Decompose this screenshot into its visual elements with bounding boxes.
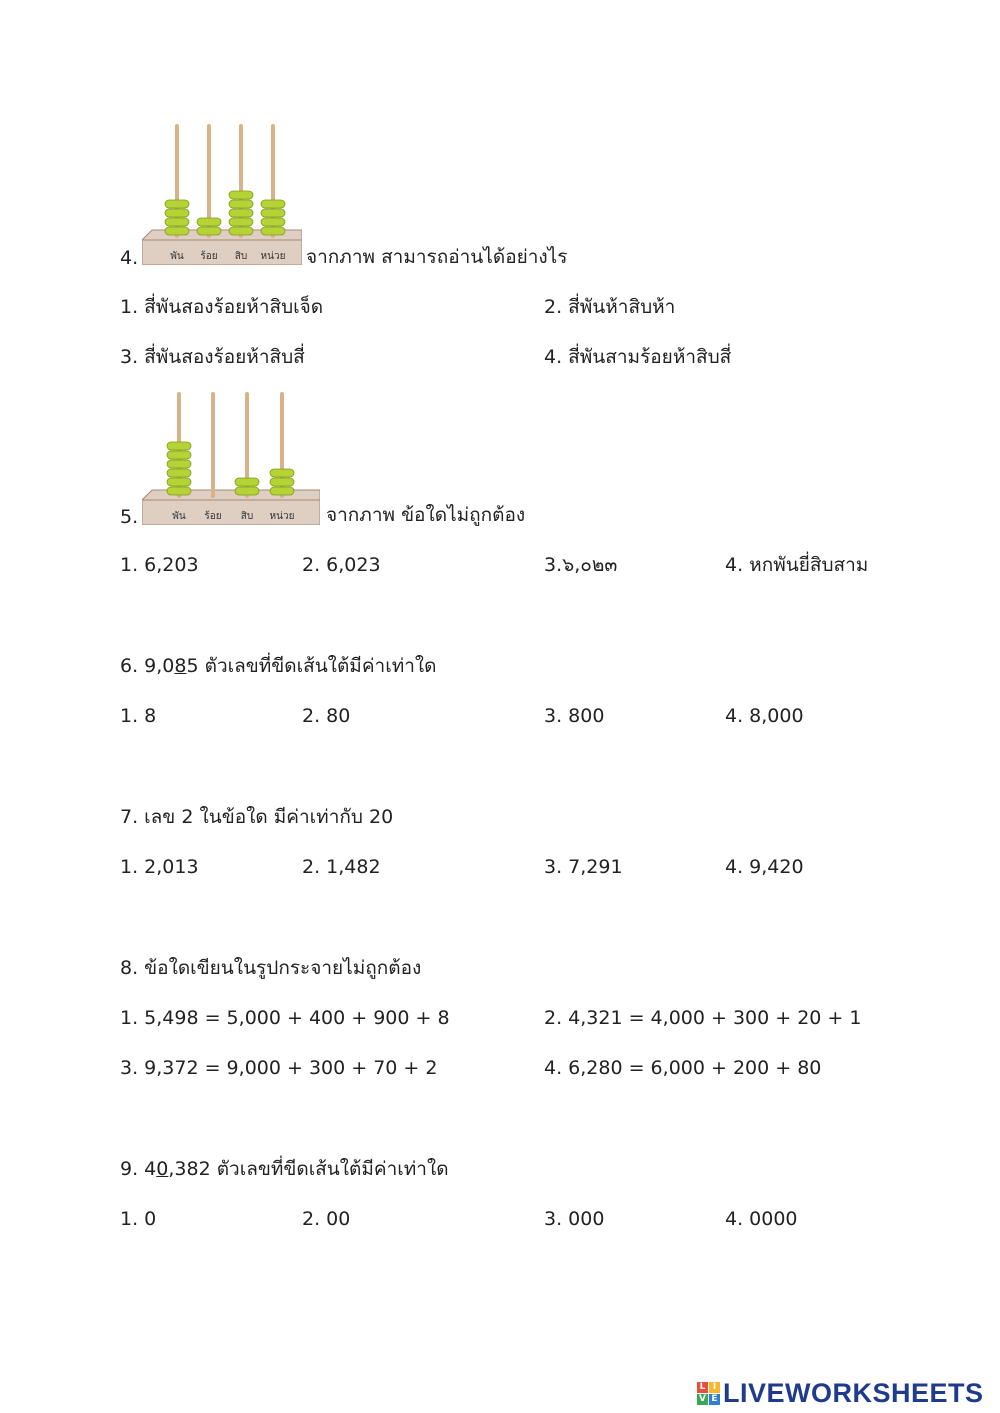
q8-question: 8. ข้อใดเขียนในรูปกระจายไม่ถูกต้อง: [120, 957, 422, 979]
q4-option-1[interactable]: 1. สี่พันสองร้อยห้าสิบเจ็ด: [120, 296, 324, 318]
abacus-bead: [261, 200, 285, 208]
q4-number: 4.: [120, 247, 139, 269]
abacus-place-label: สิบ: [240, 511, 254, 522]
q5-question: จากภาพ ข้อใดไม่ถูกต้อง: [326, 504, 526, 526]
q5-number: 5.: [120, 506, 139, 528]
abacus-bead: [167, 451, 191, 459]
q4-abacus-image: [142, 120, 302, 265]
abacus-bead: [197, 227, 221, 235]
q7-option-4[interactable]: 4. 9,420: [725, 856, 804, 878]
q8-option-2[interactable]: 2. 4,321 = 4,000 + 300 + 20 + 1: [544, 1007, 862, 1029]
q6-option-2[interactable]: 2. 80: [302, 705, 351, 727]
q5-option-3[interactable]: 3.๖,๐๒๓: [544, 554, 618, 576]
q9-option-4[interactable]: 4. 0000: [725, 1208, 798, 1230]
abacus-bead: [229, 191, 253, 199]
abacus-place-label: ร้อย: [204, 511, 222, 522]
q5-option-2[interactable]: 2. 6,023: [302, 554, 381, 576]
logo-mark-letter: I: [709, 1382, 720, 1393]
abacus-bead: [261, 227, 285, 235]
q6-suffix: 5 ตัวเลขที่ขีดเส้นใต้มีค่าเท่าใด: [186, 655, 437, 677]
abacus-bead: [270, 469, 294, 477]
abacus-place-label: พัน: [170, 251, 184, 262]
q9-option-3[interactable]: 3. 000: [544, 1208, 605, 1230]
q8-option-4[interactable]: 4. 6,280 = 6,000 + 200 + 80: [544, 1057, 822, 1079]
logo-mark-letter: V: [697, 1394, 708, 1405]
abacus-rod: [211, 392, 215, 498]
q4-option-2[interactable]: 2. สี่พันห้าสิบห้า: [544, 296, 676, 318]
abacus-place-label: ร้อย: [200, 251, 218, 262]
abacus-bead: [229, 218, 253, 226]
q8-option-1[interactable]: 1. 5,498 = 5,000 + 400 + 900 + 8: [120, 1007, 450, 1029]
abacus-place-label: หน่วย: [269, 511, 295, 522]
abacus-place-label: หน่วย: [260, 251, 286, 262]
abacus-place-label: พัน: [172, 511, 186, 522]
abacus-bead: [197, 218, 221, 226]
abacus-bead: [165, 218, 189, 226]
q6-question: [120, 654, 437, 678]
q9-prefix: 9. 4: [120, 1158, 157, 1180]
abacus-bead: [270, 478, 294, 486]
abacus-figure: [142, 388, 320, 525]
q5-option-1[interactable]: 1. 6,203: [120, 554, 199, 576]
q9-suffix: ,382 ตัวเลขที่ขีดเส้นใต้มีค่าเท่าใด: [168, 1158, 449, 1180]
abacus-figure: [142, 120, 302, 265]
q7-option-2[interactable]: 2. 1,482: [302, 856, 381, 878]
abacus-bead: [229, 209, 253, 217]
abacus-bead: [167, 487, 191, 495]
abacus-bead: [235, 487, 259, 495]
q9-option-2[interactable]: 2. 00: [302, 1208, 351, 1230]
abacus-bead: [167, 478, 191, 486]
abacus-bead: [165, 209, 189, 217]
q4-option-4[interactable]: 4. สี่พันสามร้อยห้าสิบสี่: [544, 346, 732, 368]
q7-option-3[interactable]: 3. 7,291: [544, 856, 623, 878]
q9-option-1[interactable]: 1. 0: [120, 1208, 157, 1230]
q6-prefix: 6. 9,0: [120, 655, 175, 677]
abacus-place-label: สิบ: [234, 251, 248, 262]
abacus-bead: [261, 209, 285, 217]
logo-mark-icon: [697, 1382, 720, 1405]
abacus-bead: [235, 478, 259, 486]
q9-question: [120, 1157, 449, 1181]
q9-underlined-digit: 0: [156, 1158, 169, 1180]
abacus-bead: [261, 218, 285, 226]
q4-question: จากภาพ สามารถอ่านได้อย่างไร: [306, 246, 568, 268]
logo-mark-letter: E: [709, 1394, 720, 1405]
q5-option-4[interactable]: 4. หกพันยี่สิบสาม: [725, 554, 869, 576]
abacus-bead: [167, 460, 191, 468]
q5-abacus-image: [142, 388, 320, 525]
q7-question: 7. เลข 2 ในข้อใด มีค่าเท่ากับ 20: [120, 806, 394, 828]
q4-option-3[interactable]: 3. สี่พันสองร้อยห้าสิบสี่: [120, 346, 305, 368]
q7-option-1[interactable]: 1. 2,013: [120, 856, 199, 878]
abacus-bead: [165, 227, 189, 235]
q6-option-1[interactable]: 1. 8: [120, 705, 157, 727]
q6-option-4[interactable]: 4. 8,000: [725, 705, 804, 727]
q6-underlined-digit: 8: [174, 655, 187, 677]
abacus-bead: [229, 200, 253, 208]
abacus-bead: [167, 469, 191, 477]
q8-option-3[interactable]: 3. 9,372 = 9,000 + 300 + 70 + 2: [120, 1057, 438, 1079]
abacus-bead: [165, 200, 189, 208]
liveworksheets-logo: [697, 1378, 984, 1409]
logo-mark-letter: L: [697, 1382, 708, 1393]
q6-option-3[interactable]: 3. 800: [544, 705, 605, 727]
abacus-bead: [167, 442, 191, 450]
logo-text: LIVEWORKSHEETS: [723, 1378, 984, 1408]
abacus-bead: [270, 487, 294, 495]
abacus-bead: [229, 227, 253, 235]
